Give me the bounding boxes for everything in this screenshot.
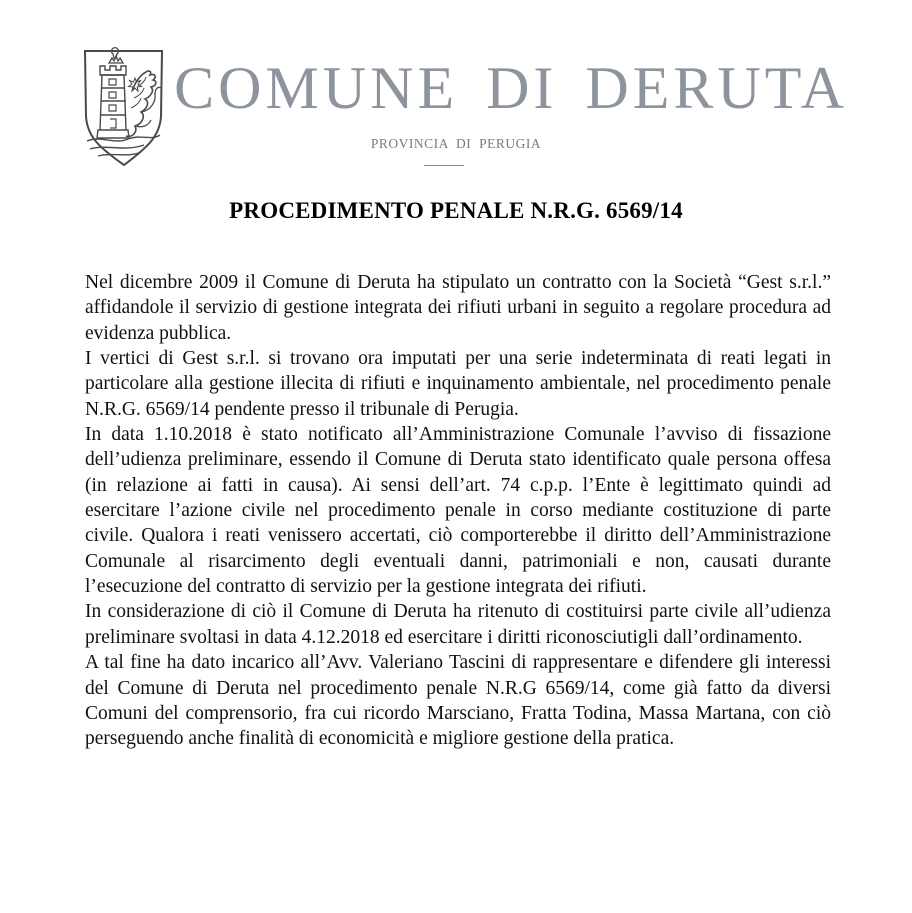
document-title: PROCEDIMENTO PENALE N.R.G. 6569/14 [229, 198, 683, 223]
org-subtitle: PROVINCIA DI PERUGIA [370, 136, 542, 151]
body-paragraph: I vertici di Gest s.r.l. si trovano ora imputati per una serie indeterminata di reati legati in particolare alla gestione illecita di rifiuti e inquinamento ambientale, nel procedimento penale N.R.G. 6569/14 pendente presso il tribunale di Perugia. [85, 348, 831, 420]
body-paragraph: In considerazione di ciò il Comune di Deruta ha ritenuto di costituirsi parte civile all’udienza preliminare svoltasi in data 4.12.2018 ed esercitare i diritti riconosciutigli dall’ordinamento. [85, 601, 831, 648]
document-body [85, 270, 831, 752]
body-paragraph: A tal fine ha dato incarico all’Avv. Valeriano Tascini di rappresentare e difendere gli interessi del Comune di Deruta nel procedimento penale N.R.G 6569/14, come già fatto da diversi Comuni del comprensorio, fra cui ricordo Marsciano, Fratta Todina, Massa Martana, con ciò perseguendo anche finalità di economicità e migliore gestione della pratica. [85, 652, 831, 750]
body-paragraph: In data 1.10.2018 è stato notificato all’Amministrazione Comunale l’avviso di fissazione dell’udienza preliminare, essendo il Comune di Deruta stato identificato quale persona offesa (in relazione ai fatti in causa). Ai sensi dell’art. 74 c.p.p. l’Ente è legittimato quindi ad esercitare l’azione civile nel procedimento penale in corso mediante costituzione di parte civile. Qualora i reati venissero accertati, ciò comporterebbe il diritto dell’Amministrazione Comunale al risarcimento degli eventuali danni, patrimoniali e non, causati durante l’esecuzione del contratto di servizio per la gestione integrata dei rifiuti. [85, 424, 831, 598]
header-divider [424, 165, 464, 166]
body-paragraph: Nel dicembre 2009 il Comune di Deruta ha stipulato un contratto con la Società “Gest s.r.l.” affidandole il servizio di gestione integrata dei rifiuti urbani in seguito a regolare procedura ad evidenza pubblica. [85, 272, 831, 344]
org-name: COMUNE DI DERUTA [174, 55, 848, 121]
